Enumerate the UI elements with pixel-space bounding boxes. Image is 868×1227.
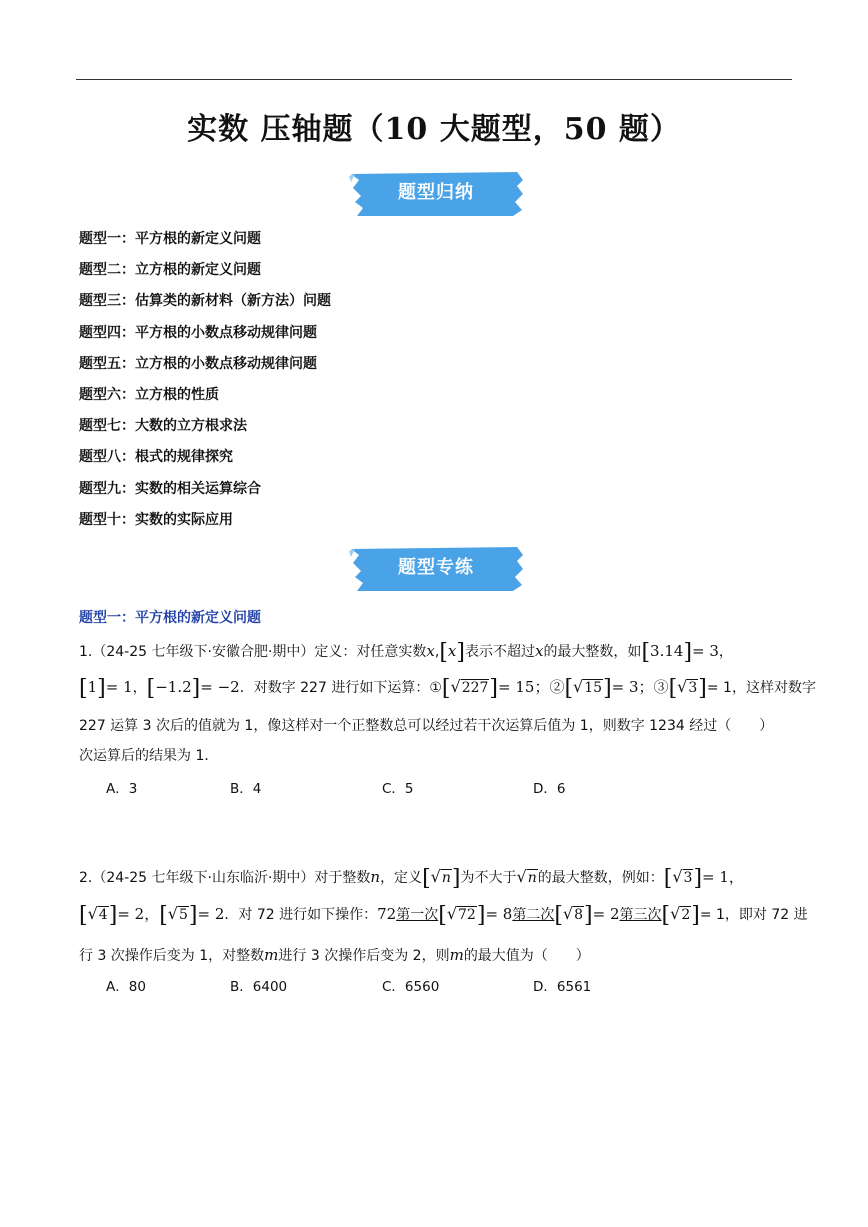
q2-def2: 为不大于 [460, 870, 517, 886]
q2-op3: 第三次 [619, 907, 662, 923]
q1-s1-out: = 15；② [498, 678, 565, 696]
q2-def3: 的最大整数，例如： [537, 870, 664, 886]
q1-ex1: 3.14 [650, 642, 684, 660]
section-heading: 题型一：平方根的新定义问题 [79, 610, 261, 626]
q2-op1: 第一次 [396, 907, 439, 923]
q1-line-1: 1.（24-25 七年级下·安徽合肥·期中）定义：对任意实数x,[x]表示不超过x的最大整数，如[3.14]= 3， [79, 640, 733, 665]
var-m: m [264, 946, 279, 964]
q2-line3-c: 的最大值为（ ） [463, 948, 590, 964]
q1-line-2: [1]= 1，[−1.2]= −2．对数字 227 进行如下运算：①[√227]= 15；②[√15]= 3；③[√3]= 1，这样对数字 [79, 676, 816, 701]
q2-line-3 [79, 945, 590, 965]
q1-s3-out: = 1，这样对数字 [706, 680, 816, 696]
q2-r3-out: = 1，即对 72 进 [699, 907, 808, 923]
toc-item[interactable]: 题型十：实数的实际应用 [79, 511, 233, 528]
q2-ex2-out: = 2， [117, 905, 160, 923]
q2-r1-out: = 8 [485, 905, 513, 923]
q2-ex3-in: 5 [179, 907, 188, 923]
q1-ex3: −1.2 [155, 678, 192, 696]
toc-item[interactable]: 题型二：立方根的新定义问题 [79, 262, 261, 279]
q1-line-3: 227 运算 3 次后的值就为 1，像这样对一个正整数总可以经过若干次运算后值为 1，则数字 1234 经过（ ） [79, 718, 774, 734]
choice-d[interactable]: D．6561 [533, 979, 592, 995]
q2-ex2-in: 4 [98, 907, 108, 923]
banner-practice [347, 545, 525, 593]
q2-ops-intro: ．对 72 进行如下操作： [224, 907, 378, 923]
banner-practice-label: 题型专练 [398, 557, 474, 578]
choice-b[interactable]: B．4 [230, 781, 262, 797]
q2-prefix: 2.（24-25 七年级下·山东临沂·期中）对于整数 [79, 870, 371, 886]
var-n: n [370, 868, 381, 886]
q1-s1-in: 227 [461, 680, 489, 696]
var-n: n [441, 870, 451, 886]
banner-summary-label: 题型归纳 [398, 182, 474, 203]
choice-b[interactable]: B．6400 [230, 979, 288, 995]
var-n: n [527, 870, 537, 886]
toc-item[interactable]: 题型八：根式的规律探究 [79, 449, 233, 466]
toc-item[interactable]: 题型七：大数的立方根求法 [79, 418, 247, 435]
q2-ex1-in: 3 [683, 870, 693, 886]
banner-summary [347, 170, 525, 218]
q2-line3-b: 进行 3 次操作后变为 2，则 [278, 948, 450, 964]
var-x: x [426, 642, 435, 660]
q2-r1-in: 72 [458, 907, 476, 923]
toc-item[interactable]: 题型三：估算类的新材料（新方法）问题 [79, 293, 331, 310]
question-1 [79, 640, 816, 800]
toc-item[interactable]: 题型六：立方根的性质 [79, 386, 219, 403]
q1-s3-in: 3 [688, 680, 698, 696]
toc-item[interactable]: 题型一：平方根的新定义问题 [79, 231, 261, 247]
q2-ex3-out: = 2 [197, 905, 225, 923]
q2-op2: 第二次 [512, 907, 555, 923]
var-x: x [447, 642, 457, 660]
choice-a[interactable]: A．3 [106, 781, 138, 797]
q2-line-2: [√4]= 2，[√5]= 2．对 72 进行如下操作：72第一次[√72]= 8第二次[√8]= 2第三次[√2]= 1，即对 72 进 [79, 903, 808, 928]
q1-ex1-val: = 3 [692, 642, 719, 660]
document-title: 实数 压轴题（10 大题型，50 题） [187, 112, 681, 147]
header-rule [76, 79, 792, 80]
choice-d[interactable]: D．6 [533, 781, 566, 797]
q1-prefix: 1.（24-25 七年级下·安徽合肥·期中）定义：对任意实数 [79, 644, 427, 660]
choice-c[interactable]: C．5 [382, 781, 414, 797]
question-2 [79, 866, 808, 1006]
toc-list [79, 229, 331, 541]
q1-s2-out: = 3；③ [611, 678, 669, 696]
choice-c[interactable]: C．6560 [382, 979, 440, 995]
q1-ex3-val: = −2 [200, 678, 240, 696]
q1-mid1: 表示不超过 [464, 644, 535, 660]
choice-a[interactable]: A．80 [106, 979, 146, 995]
q2-r2-in: 8 [574, 907, 584, 923]
q2-num72: 72 [377, 905, 397, 923]
q1-s2-in: 15 [584, 680, 603, 696]
q2-r2-out: = 2 [592, 905, 620, 923]
q2-r3-in: 2 [681, 907, 691, 923]
q1-ex2: 1 [87, 678, 98, 696]
toc-item[interactable]: 题型五：立方根的小数点移动规律问题 [79, 355, 317, 372]
toc-item[interactable]: 题型九：实数的相关运算综合 [79, 480, 261, 497]
var-m: m [449, 946, 464, 964]
q1-ex2-val: = 1 [105, 678, 133, 696]
q2-ex1-out: = 1， [702, 868, 744, 886]
q1-line-4: 次运算后的结果为 1． [79, 748, 219, 764]
toc-item[interactable]: 题型四：平方根的小数点移动规律问题 [79, 324, 317, 341]
q2-line3-a: 行 3 次操作后变为 1，对整数 [79, 948, 265, 964]
q1-line2-text: ．对数字 227 进行如下运算：① [239, 680, 442, 696]
q2-line-1: 2.（24-25 七年级下·山东临沂·期中）对于整数n，定义[√n]为不大于√n的最大整数，例如：[√3]= 1， [79, 866, 744, 891]
q1-mid2: 的最大整数，如 [543, 644, 642, 660]
var-x: x [534, 642, 544, 660]
q2-def: ，定义 [380, 870, 423, 886]
